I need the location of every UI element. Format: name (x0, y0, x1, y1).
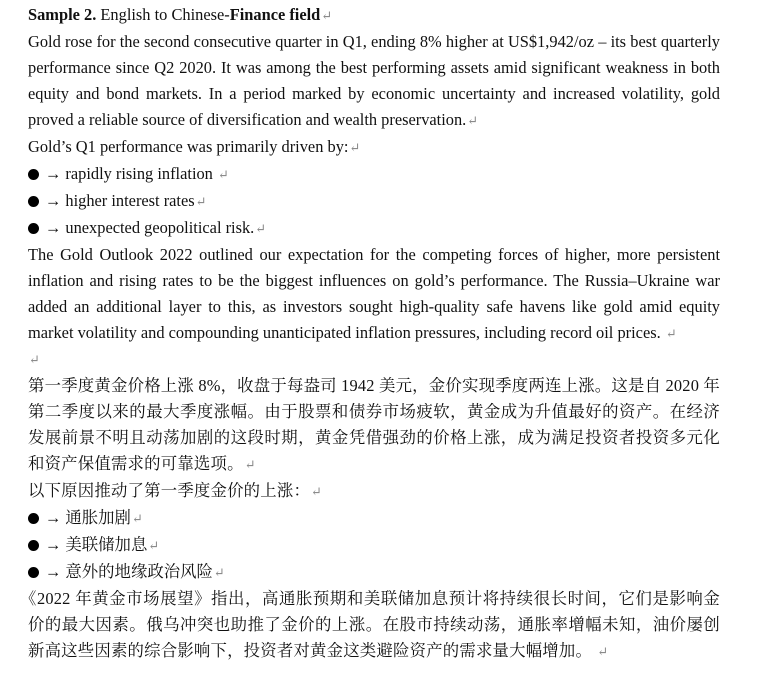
english-paragraph-2-text: The Gold Outlook 2022 outlined our expectation for the competing forces of higher, more persistent inflation and rising rates to be the biggest influences on gold’s performance. The Russia–Ukraine war added an additional layer to this, as investors sought high-quality safe havens like gold amid equity market volatility and compounding unanticipated inflation pressures, including record oil prices. (28, 245, 720, 342)
bullet-dot-icon (28, 196, 39, 207)
arrow-icon: → (45, 164, 62, 183)
paragraph-mark-icon: ↵ (131, 511, 143, 526)
paragraph-mark-icon: ↵ (244, 457, 256, 472)
field-label: Finance field (229, 5, 321, 24)
arrow-icon: → (45, 191, 62, 210)
paragraph-mark-icon: ↵ (665, 326, 677, 341)
english-paragraph-1-text: Gold rose for the second consecutive quarter in Q1, ending 8% higher at US$1,942/oz – its best quarterly performance since Q2 2020. It was among the best performing assets amid significant weakness in both equity and bond markets. In a period marked by economic uncertainty and increased volatility, gold proved a reliable source of diversification and wealth preservation. (28, 32, 720, 129)
bullet-dot-icon (28, 169, 39, 180)
chinese-paragraph-2 (20, 586, 720, 665)
chinese-bullet-item (28, 559, 720, 586)
paragraph-mark-icon: ↵ (321, 8, 333, 23)
paragraph-mark-icon: ↵ (597, 644, 609, 659)
chinese-bullet-text: 美联储加息 (65, 535, 148, 554)
paragraph-mark-icon: ↵ (213, 565, 225, 580)
paragraph-mark-icon: ↵ (311, 484, 323, 499)
paragraph-mark-icon: ↵ (195, 194, 207, 209)
sample-label: Sample 2. (28, 5, 97, 24)
paragraph-mark-icon: ↵ (218, 167, 229, 182)
arrow-icon: → (45, 218, 62, 237)
paragraph-mark-icon: ↵ (148, 538, 160, 553)
paragraph-mark-icon: ↵ (29, 352, 40, 367)
document-page (20, 0, 720, 665)
english-bullet-text: rapidly rising inflation (65, 164, 213, 183)
paragraph-mark-icon: ↵ (255, 221, 267, 236)
chinese-bullet-text: 意外的地缘政治风险 (65, 562, 213, 581)
english-paragraph-2 (28, 242, 720, 347)
paragraph-mark-icon: ↵ (467, 113, 479, 128)
bullet-dot-icon (28, 567, 39, 578)
empty-paragraph (28, 347, 720, 373)
english-bullet-text: unexpected geopolitical risk. (65, 218, 255, 237)
english-bullet-item (28, 161, 720, 188)
english-drivers-intro-text: Gold’s Q1 performance was primarily driven by: (28, 137, 349, 156)
english-bullet-item (28, 215, 720, 242)
english-paragraph-1 (28, 29, 720, 134)
english-bullet-item (28, 188, 720, 215)
english-bullet-text: higher interest rates (65, 191, 195, 210)
chinese-bullet-text: 通胀加剧 (65, 508, 131, 527)
arrow-icon: → (45, 508, 62, 527)
arrow-icon: → (45, 535, 62, 554)
chinese-bullet-item (28, 505, 720, 532)
chinese-paragraph-2-text: 《2022 年黄金市场展望》指出，高通胀预期和美联储加息预计将持续很长时间，它们是影响金价的最大因素。俄乌冲突也助推了金价的上涨。在股市持续动荡，通胀率增幅未知，油价屡创新高这些因素的综合影响下，投资者对黄金这类避险资产的需求量大幅增加。 (20, 589, 720, 660)
sample-subtitle: English to Chinese- (96, 5, 230, 24)
chinese-drivers-intro (28, 478, 720, 505)
chinese-drivers-intro-text: 以下原因推动了第一季度金价的上涨： (28, 481, 311, 500)
bullet-dot-icon (28, 223, 39, 234)
bullet-dot-icon (28, 513, 39, 524)
arrow-icon: → (45, 562, 62, 581)
english-drivers-intro (28, 134, 720, 161)
chinese-paragraph-1-text: 第一季度黄金价格上涨 8%，收盘于每盎司 1942 美元，金价实现季度两连上涨。这是自 2020 年第二季度以来的最大季度涨幅。由于股票和债券市场疲软，黄金成为升值最好的资产。在经济发展前景不明且动荡加剧的这段时期，黄金凭借强劲的价格上涨，成为满足投资者投资多元化和资产保值需求的可靠选项。 (28, 376, 720, 473)
paragraph-mark-icon: ↵ (349, 140, 361, 155)
chinese-bullet-item (28, 532, 720, 559)
sample-heading (28, 2, 720, 29)
bullet-dot-icon (28, 540, 39, 551)
chinese-paragraph-1 (28, 373, 720, 478)
